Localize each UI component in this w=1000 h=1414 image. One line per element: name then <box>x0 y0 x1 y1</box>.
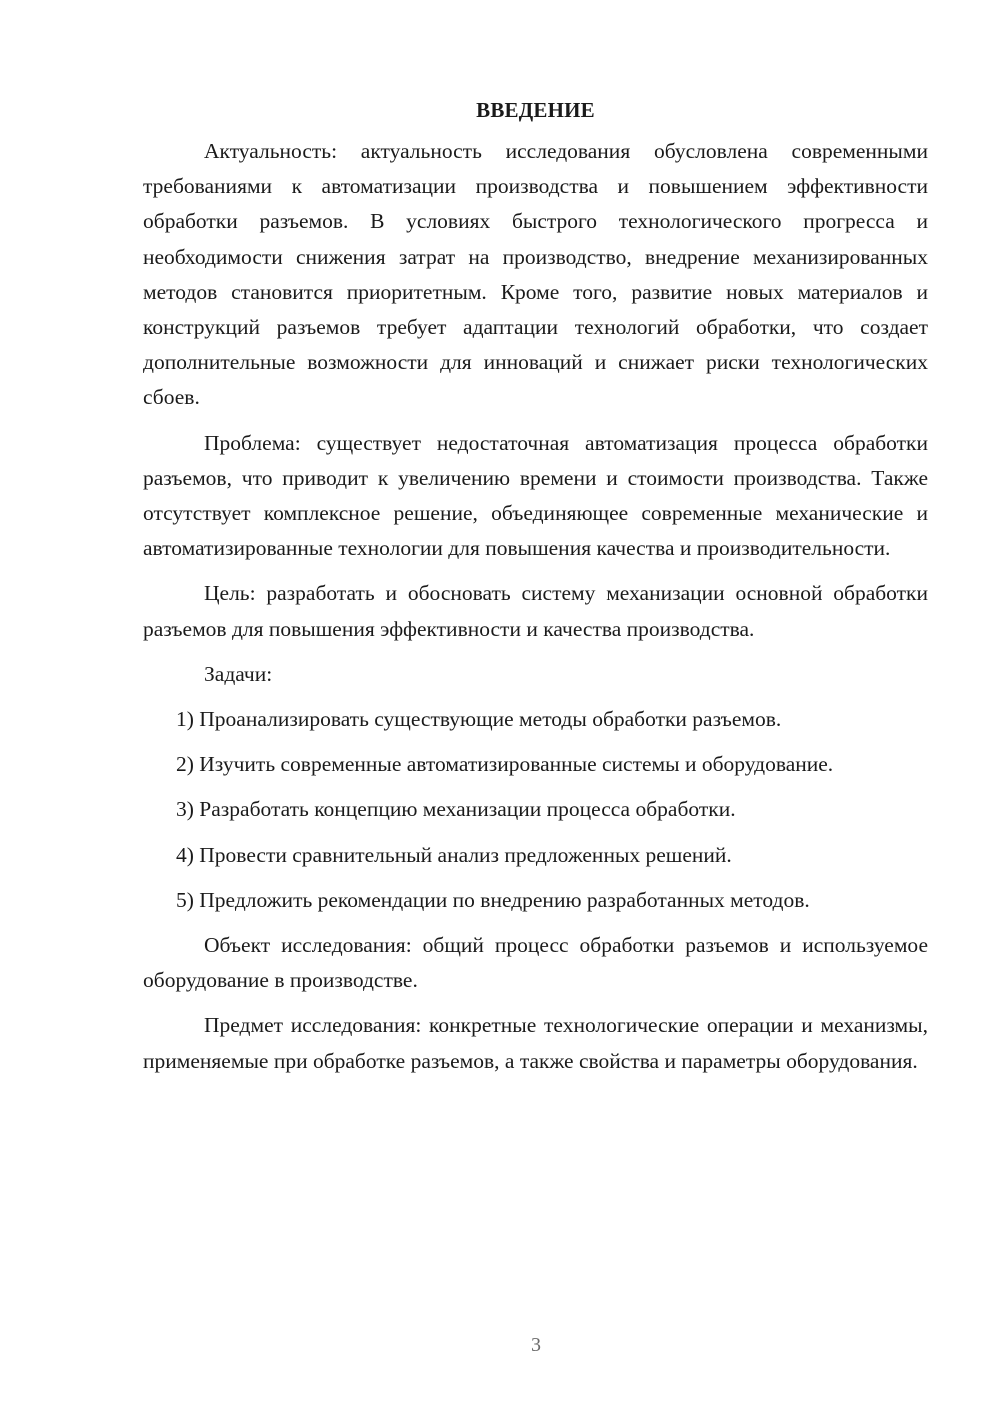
tasks-heading: Задачи: <box>204 661 273 686</box>
document-page <box>143 96 928 1079</box>
paragraph-object: Объект исследования: общий процесс обработки разъемов и используемое оборудование в производстве. <box>143 933 928 993</box>
task-item-5: 5) Предложить рекомендации по внедрению разработанных методов. <box>176 887 810 912</box>
page-number: 3 <box>531 1334 541 1356</box>
task-item-2: 2) Изучить современные автоматизированные системы и оборудование. <box>176 752 834 777</box>
page-title: ВВЕДЕНИЕ <box>476 98 595 122</box>
task-item-4: 4) Провести сравнительный анализ предложенных решений. <box>176 842 732 867</box>
paragraph-relevance: Актуальность: актуальность исследования обусловлена современными требованиями к автоматизации производства и повышением эффективности обработки разъемов. В условиях быстрого технологического прогресса и необходимости снижения затрат на производство, внедрение механизированных методов становится приоритетным. Кроме того, развитие новых материалов и конструкций разъемов требует адаптации технологий обработки, что создает дополнительные возможности для инноваций и снижает риски технологических сбоев. <box>143 139 928 410</box>
paragraph-goal: Цель: разработать и обосновать систему механизации основной обработки разъемов для повышения эффективности и качества производства. <box>143 581 928 641</box>
paragraph-problem: Проблема: существует недостаточная автоматизация процесса обработки разъемов, что приводит к увеличению времени и стоимости производства. Также отсутствует комплексное решение, объединяющее современные механические и автоматизированные технологии для повышения качества и производительности. <box>143 430 928 561</box>
task-item-1: 1) Проанализировать существующие методы обработки разъемов. <box>176 707 782 732</box>
task-item-3: 3) Разработать концепцию механизации процесса обработки. <box>176 797 736 822</box>
paragraph-subject: Предмет исследования: конкретные технологические операции и механизмы, применяемые при обработке разъемов, а также свойства и параметры оборудования. <box>143 1013 928 1073</box>
